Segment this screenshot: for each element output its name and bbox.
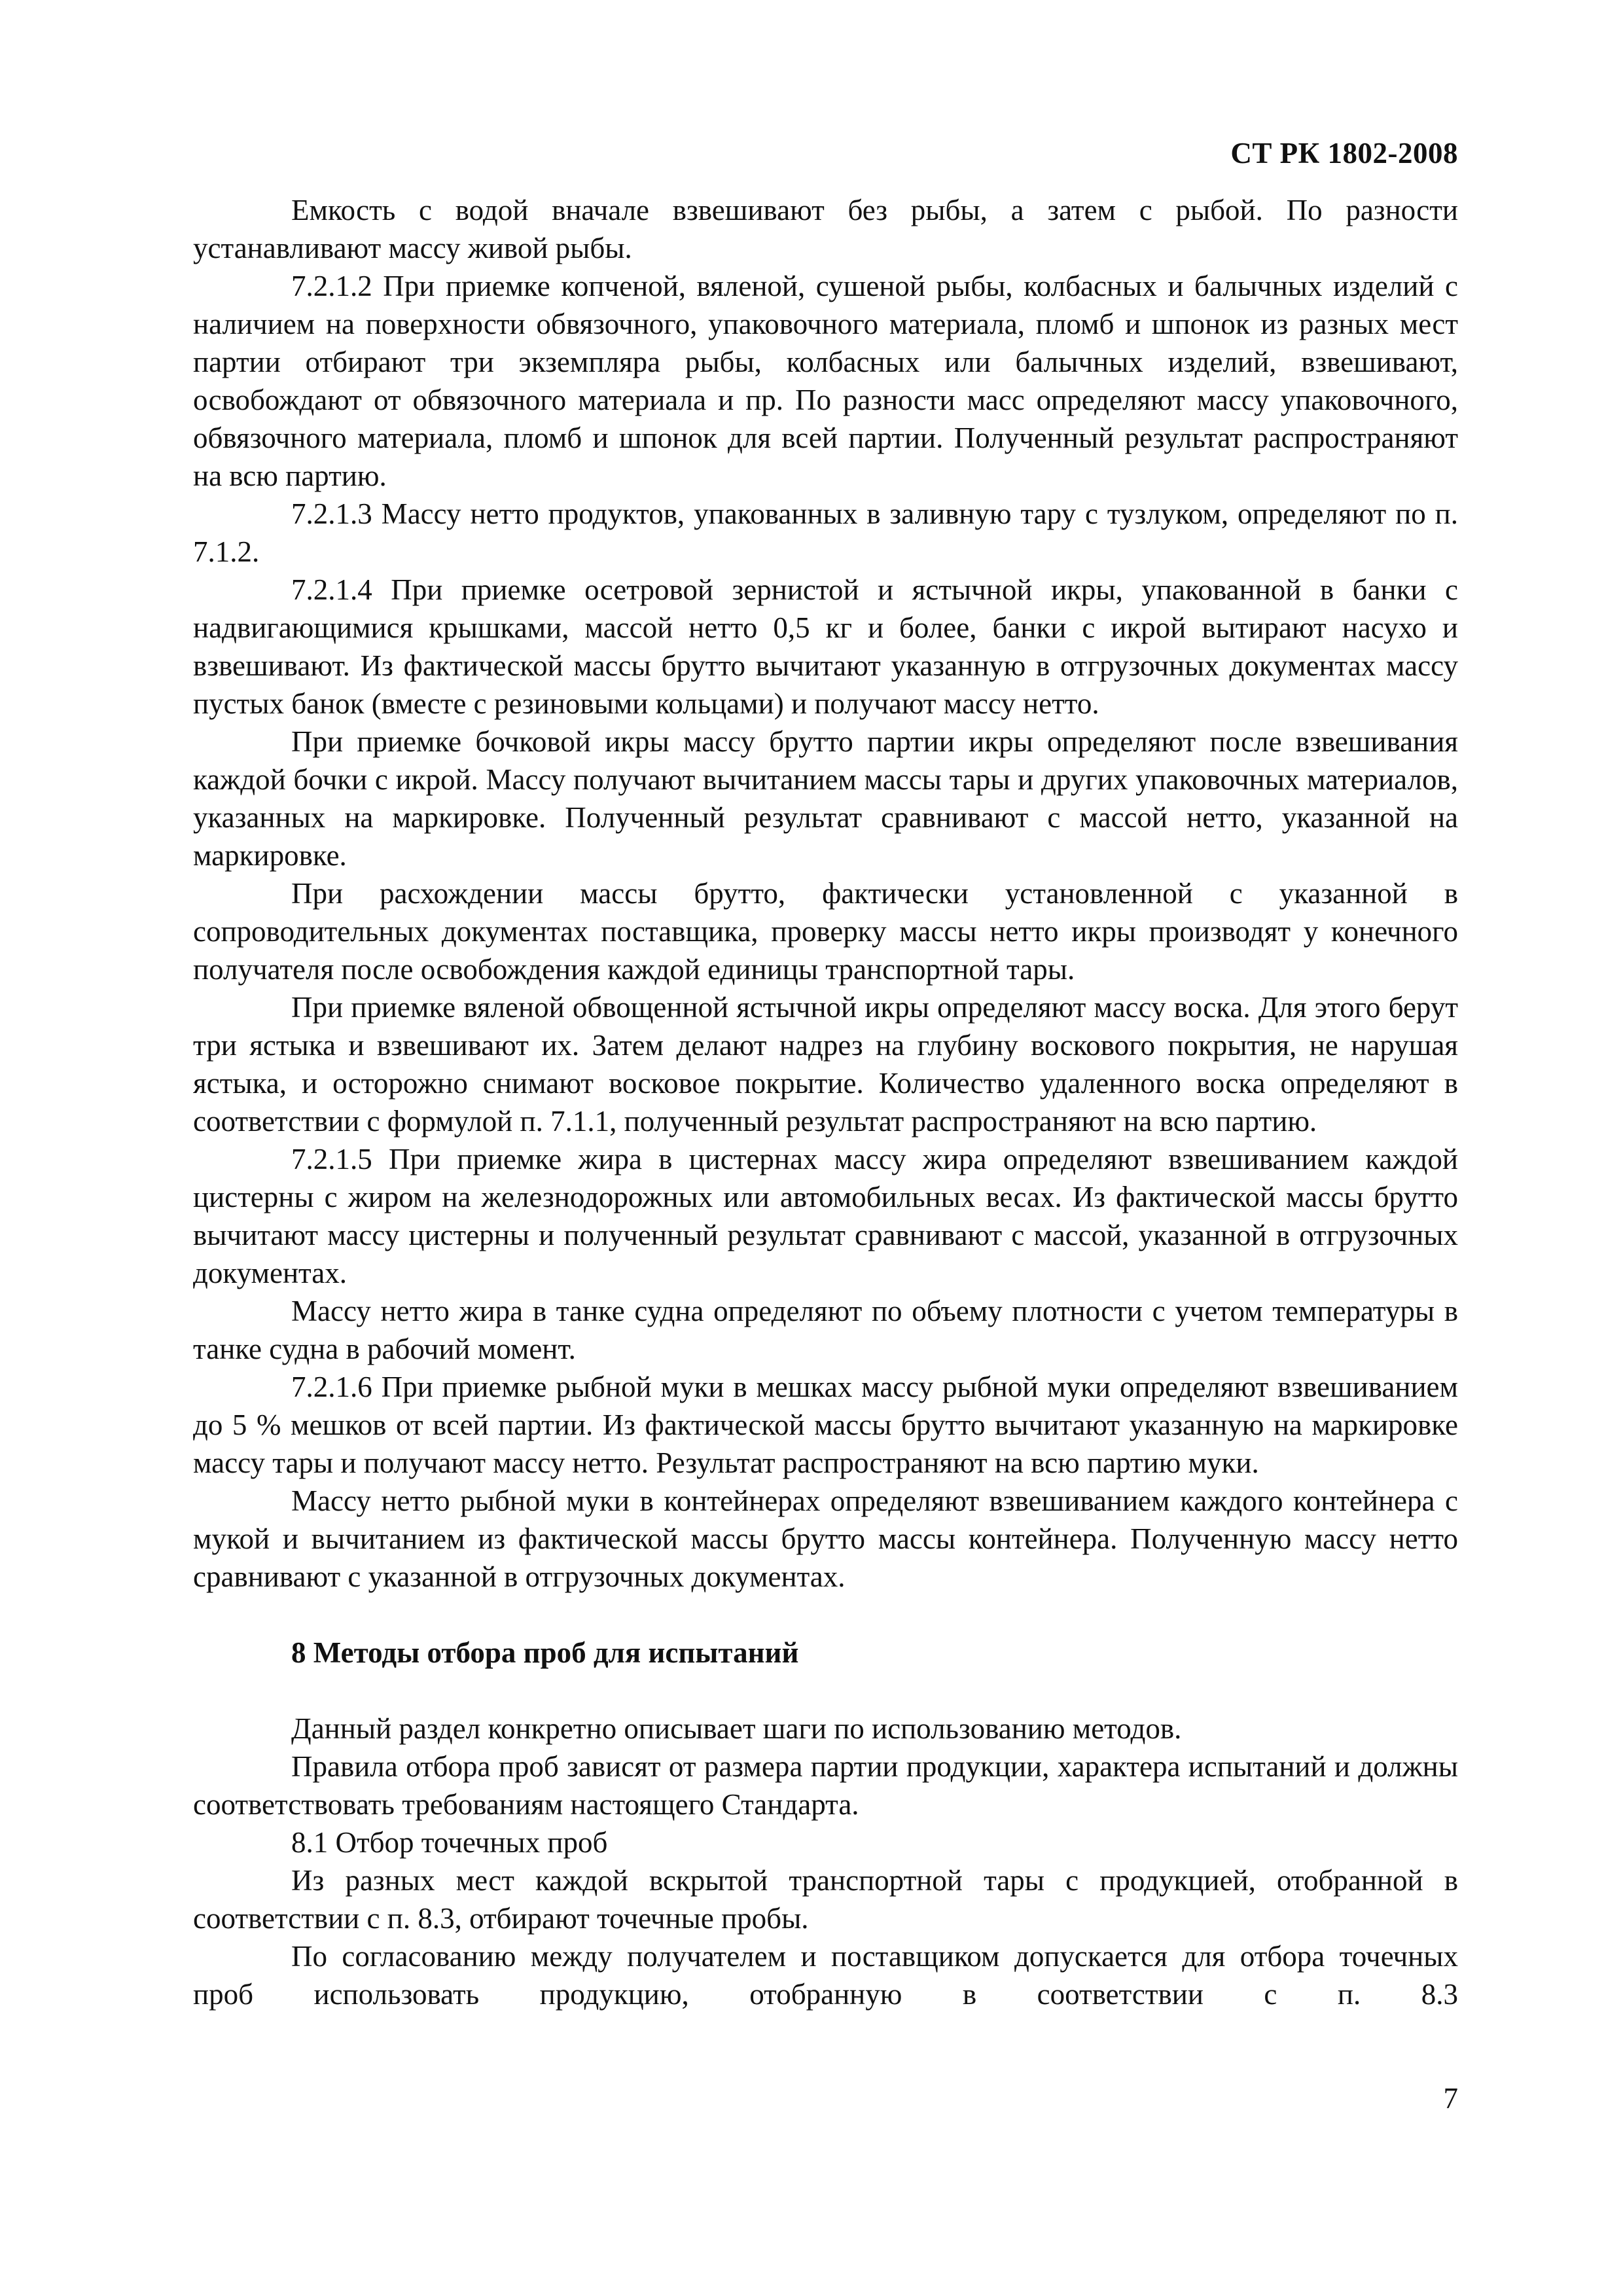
paragraph: Массу нетто жира в танке судна определяют по объему плотности с учетом температуры в танке судна в рабочий момент.: [193, 1295, 1458, 1365]
paragraph: 7.2.1.6 При приемке рыбной муки в мешках массу рыбной муки определяют взвешиванием до 5 % мешков от всей партии. Из фактической массы брутто вычитают указанную на маркировке массу тары и получают массу нетто. Результат распространяют на всю партию муки.: [193, 1371, 1458, 1479]
paragraph: Массу нетто рыбной муки в контейнерах определяют взвешиванием каждого контейнера с мукой и вычитанием из фактической массы брутто массы контейнера. Полученную массу нетто сравнивают с указанной в отгрузочных документах.: [193, 1484, 1458, 1593]
paragraph: Данный раздел конкретно описывает шаги по использованию методов.: [291, 1712, 1182, 1745]
paragraph: Правила отбора проб зависят от размера партии продукции, характера испытаний и должны соответствовать требованиям настоящего Стандарта.: [193, 1750, 1458, 1821]
paragraph: 7.2.1.3 Массу нетто продуктов, упакованных в заливную тару с тузлуком, определяют по п. 7.1.2.: [193, 497, 1458, 568]
paragraph: Емкость с водой вначале взвешивают без рыбы, а затем с рыбой. По разности устанавливают массу живой рыбы.: [193, 194, 1458, 264]
document-body: [193, 191, 1458, 2013]
section-heading: 8 Методы отбора проб для испытаний: [291, 1636, 799, 1669]
subsection-title: 8.1 Отбор точечных проб: [291, 1826, 608, 1859]
paragraph: При расхождении массы брутто, фактически установленной с указанной в сопроводительных документах поставщика, проверку массы нетто икры производят у конечного получателя после освобождения каждой единицы транспортной тары.: [193, 877, 1458, 986]
paragraph: 7.2.1.5 При приемке жира в цистернах массу жира определяют взвешиванием каждой цистерны с жиром на железнодорожных или автомобильных весах. Из фактической массы брутто вычитают массу цистерны и полученный результат сравнивают с массой, указанной в отгрузочных документах.: [193, 1143, 1458, 1289]
paragraph: По согласованию между получателем и поставщиком допускается для отбора точечных проб использовать продукцию, отобранную в соответствии с п. 8.3: [193, 1940, 1458, 2011]
paragraph: При приемке вяленой обвощенной ястычной икры определяют массу воска. Для этого берут три ястыка и взвешивают их. Затем делают надрез на глубину воскового покрытия, не нарушая ястыка, и осторожно снимают восковое покрытие. Количество удаленного воска определяют в соответствии с формулой п. 7.1.1, полученный результат распространяют на всю партию.: [193, 991, 1458, 1138]
paragraph: При приемке бочковой икры массу брутто партии икры определяют после взвешивания каждой бочки с икрой. Массу получают вычитанием массы тары и других упаковочных материалов, указанных на маркировке. Полученный результат сравнивают с массой нетто, указанной на маркировке.: [193, 725, 1458, 872]
paragraph: 7.2.1.4 При приемке осетровой зернистой и ястычной икры, упакованной в банки с надвигающимися крышками, массой нетто 0,5 кг и более, банки с икрой вытирают насухо и взвешивают. Из фактической массы брутто вычитают указанную в отгрузочных документах массу пустых банок (вместе с резиновыми кольцами) и получают массу нетто.: [193, 573, 1458, 720]
paragraph: Из разных мест каждой вскрытой транспортной тары с продукцией, отобранной в соответствии с п. 8.3, отбирают точечные пробы.: [193, 1864, 1458, 1935]
page-number: 7: [1443, 2082, 1458, 2115]
paragraph: 7.2.1.2 При приемке копченой, вяленой, сушеной рыбы, колбасных и балычных изделий с наличием на поверхности обвязочного, упаковочного материала, пломб и шпонок из разных мест партии отбирают три экземпляра рыбы, колбасных или балычных изделий, взвешивают, освобождают от обвязочного материала и пр. По разности масс определяют массу упаковочного, обвязочного материала, пломб и шпонок для всей партии. Полученный результат распространяют на всю партию.: [193, 270, 1458, 492]
document-code: СТ РК 1802-2008: [1230, 137, 1458, 170]
